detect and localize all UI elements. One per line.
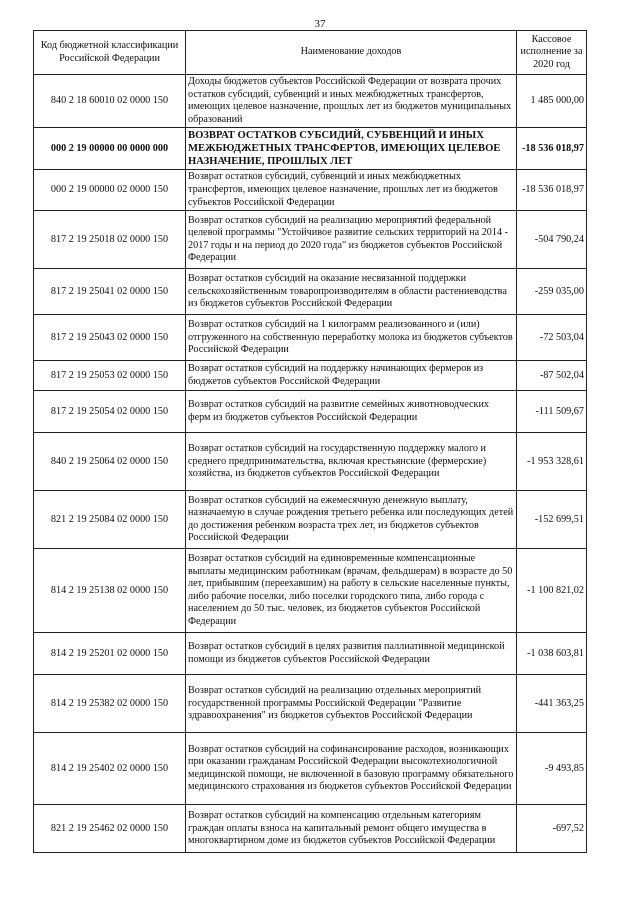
table-row <box>34 315 587 361</box>
row-name: Возврат остатков субсидий на развитие семейных животноводческих ферм из бюджетов субъектов Российской Федерации <box>186 391 517 433</box>
row-code: 821 2 19 25084 02 0000 150 <box>34 491 186 549</box>
row-code: 817 2 19 25041 02 0000 150 <box>34 269 186 315</box>
table-row <box>34 433 587 491</box>
row-amount: -111 509,67 <box>517 391 587 433</box>
row-name: Возврат остатков субсидий на 1 килограмм реализованного и (или) отгруженного на собственную переработку молока из бюджетов субъектов Российской Федерации <box>186 315 517 361</box>
row-code: 814 2 19 25201 02 0000 150 <box>34 633 186 675</box>
row-amount: -152 699,51 <box>517 491 587 549</box>
row-amount: -1 100 821,02 <box>517 549 587 633</box>
row-name: Возврат остатков субсидий на государственную поддержку малого и среднего предпринимательства, включая крестьянские (фермерские) хозяйства, из бюджетов субъектов Российской Федерации <box>186 433 517 491</box>
table-header-row <box>34 31 587 75</box>
row-name: Доходы бюджетов субъектов Российской Федерации от возврата прочих остатков субсидий, субвенций и иных межбюджетных трансфертов, имеющих целевое назначение, прошлых лет из бюджетов муниципальных образований <box>186 75 517 128</box>
row-name: Возврат остатков субсидий на оказание несвязанной поддержки сельскохозяйственным товаропроизводителям в области растениеводства из бюджетов субъектов Российской Федерации <box>186 269 517 315</box>
row-code: 817 2 19 25043 02 0000 150 <box>34 315 186 361</box>
table-row <box>34 633 587 675</box>
row-name: Возврат остатков субсидий на реализацию мероприятий федеральной целевой программы "Устойчивое развитие сельских территорий на 2014 - 2017 годы и на период до 2020 года" из бюджетов субъектов Российской Федерации <box>186 211 517 269</box>
row-name: Возврат остатков субсидий на поддержку начинающих фермеров из бюджетов субъектов Российской Федерации <box>186 361 517 391</box>
row-amount: -697,52 <box>517 805 587 853</box>
row-amount: -259 035,00 <box>517 269 587 315</box>
row-amount: -9 493,85 <box>517 733 587 805</box>
row-name: Возврат остатков субсидий, субвенций и иных межбюджетных трансфертов, имеющих целевое назначение, прошлых лет из бюджетов субъектов Российской Федерации <box>186 170 517 211</box>
table-row <box>34 549 587 633</box>
row-name: Возврат остатков субсидий на софинансирование расходов, возникающих при оказании гражданам Российской Федерации высокотехнологичной медицинской помощи, не включенной в базовую программу обязательного медицинского страхования из бюджетов субъектов Российской Федерации <box>186 733 517 805</box>
table-row <box>34 491 587 549</box>
row-amount: -1 038 603,81 <box>517 633 587 675</box>
row-code: 817 2 19 25053 02 0000 150 <box>34 361 186 391</box>
row-name: Возврат остатков субсидий в целях развития паллиативной медицинской помощи из бюджетов субъектов Российской Федерации <box>186 633 517 675</box>
table-row <box>34 733 587 805</box>
table-row <box>34 170 587 211</box>
table-row <box>34 805 587 853</box>
header-code: Код бюджетной классификации Российской Федерации <box>34 31 186 75</box>
row-name: Возврат остатков субсидий на ежемесячную денежную выплату, назначаемую в случае рождения третьего ребенка или последующих детей до достижения ребенком возраста трех лет, из бюджетов субъектов Российской Федерации <box>186 491 517 549</box>
table-row <box>34 675 587 733</box>
row-amount: -18 536 018,97 <box>517 170 587 211</box>
table-row <box>34 75 587 128</box>
table-row <box>34 361 587 391</box>
page-number: 37 <box>314 18 326 30</box>
row-code: 840 2 19 25064 02 0000 150 <box>34 433 186 491</box>
row-code: 840 2 18 60010 02 0000 150 <box>34 75 186 128</box>
row-name: Возврат остатков субсидий на реализацию отдельных мероприятий государственной программы Российской Федерации "Развитие здравоохранения" из бюджетов субъектов Российской Федерации <box>186 675 517 733</box>
row-code: 000 2 19 00000 02 0000 150 <box>34 170 186 211</box>
table-row <box>34 269 587 315</box>
table-row <box>34 211 587 269</box>
header-name: Наименование доходов <box>186 31 517 75</box>
row-amount: -87 502,04 <box>517 361 587 391</box>
row-amount: -441 363,25 <box>517 675 587 733</box>
revenue-table <box>33 30 587 853</box>
row-code: 814 2 19 25402 02 0000 150 <box>34 733 186 805</box>
header-amount: Кассовое исполнение за 2020 год <box>517 31 587 75</box>
row-amount: 1 485 000,00 <box>517 75 587 128</box>
row-code: 000 2 19 00000 00 0000 000 <box>34 128 186 170</box>
row-code: 817 2 19 25018 02 0000 150 <box>34 211 186 269</box>
table-row <box>34 391 587 433</box>
row-name: Возврат остатков субсидий на единовременные компенсационные выплаты медицинским работникам (врачам, фельдшерам) в возрасте до 50 лет, прибывшим (переехавшим) на работу в сельские населенные пункты, либо рабочие поселки, либо поселки городского типа, либо города с населением до 50 тыс. человек, из бюджетов субъектов Российской Федерации <box>186 549 517 633</box>
table-row <box>34 128 587 170</box>
row-amount: -18 536 018,97 <box>517 128 587 170</box>
row-code: 814 2 19 25382 02 0000 150 <box>34 675 186 733</box>
row-name: Возврат остатков субсидий на компенсацию отдельным категориям граждан оплаты взноса на капитальный ремонт общего имущества в многоквартирном доме из бюджетов субъектов Российской Федерации <box>186 805 517 853</box>
row-amount: -504 790,24 <box>517 211 587 269</box>
row-code: 821 2 19 25462 02 0000 150 <box>34 805 186 853</box>
row-code: 814 2 19 25138 02 0000 150 <box>34 549 186 633</box>
row-amount: -1 953 328,61 <box>517 433 587 491</box>
row-code: 817 2 19 25054 02 0000 150 <box>34 391 186 433</box>
row-name: ВОЗВРАТ ОСТАТКОВ СУБСИДИЙ, СУБВЕНЦИЙ И ИНЫХ МЕЖБЮДЖЕТНЫХ ТРАНСФЕРТОВ, ИМЕЮЩИХ ЦЕЛЕВОЕ НАЗНАЧЕНИЕ, ПРОШЛЫХ ЛЕТ <box>186 128 517 170</box>
row-amount: -72 503,04 <box>517 315 587 361</box>
